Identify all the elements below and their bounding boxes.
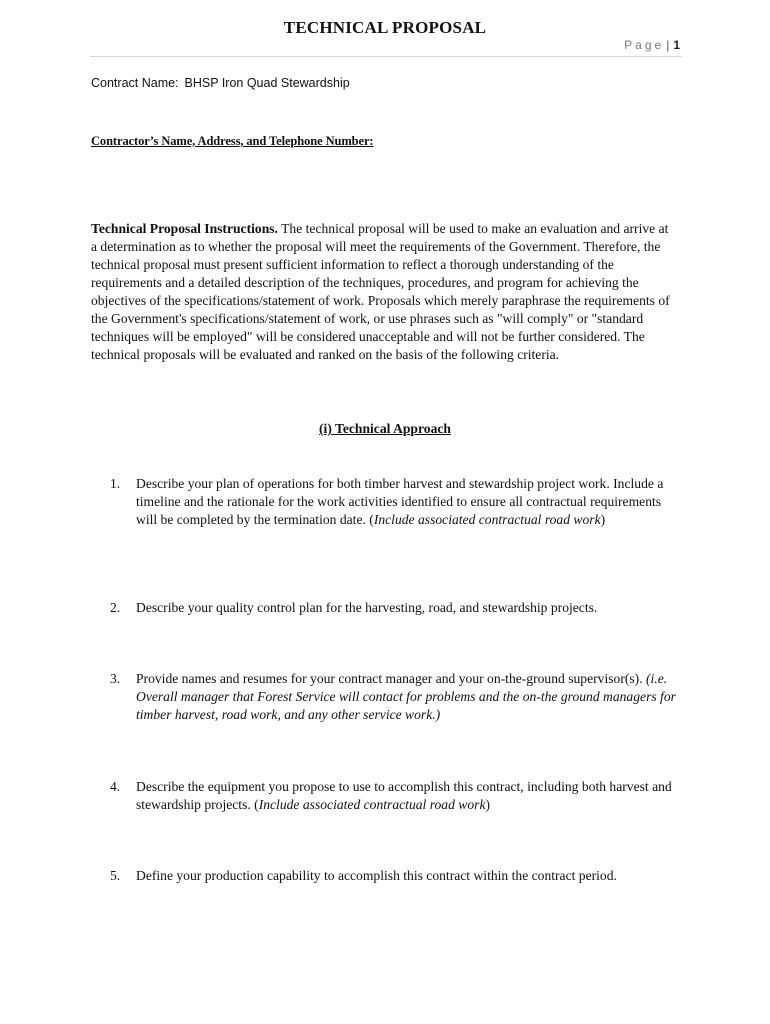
list-item-number: 2. xyxy=(110,600,121,615)
instructions-body: The technical proposal will be used to make an evaluation and arrive at a determination as to whether the proposal will meet the requirements of the Government. Therefore, the technical proposal must present sufficient information to reflect a thorough understanding of the requirements and a detailed description of the techniques, procedures, and program for achieving the objectives of the specifications/statement of work. Proposals which merely paraphrase the requirements of the Government's specifications/statement of work, or use phrases such as "will comply" or "standard techniques will be employed" will be considered unacceptable and will not be further considered. The technical proposals will be evaluated and ranked on the basis of the following criteria. xyxy=(91,221,670,362)
section-heading-technical-approach: (i) Technical Approach xyxy=(319,421,451,436)
contract-name-line xyxy=(91,76,350,90)
list-item-text: Define your production capability to accomplish this contract within the contract period. xyxy=(136,868,617,883)
list-item-text: Describe your plan of operations for both timber harvest and stewardship project work. Include a timeline and the rationale for the work activities identified to ensure all contractual requirements will be completed by the termination date. (Include associated contractual road work) xyxy=(136,476,664,527)
list-item xyxy=(110,867,685,885)
instructions-paragraph xyxy=(91,220,671,364)
list-item xyxy=(110,475,685,529)
instructions-lead: Technical Proposal Instructions. xyxy=(91,221,278,236)
header-divider xyxy=(90,56,682,57)
list-item-text: Provide names and resumes for your contract manager and your on-the-ground supervisor(s). (i.e. Overall manager that Forest Service will contact for problems and the on-the ground managers for timber harvest, road work, and any other service work.) xyxy=(136,671,676,722)
contractor-info-heading: Contractor’s Name, Address, and Telephone Number: xyxy=(91,134,374,148)
page-label: Page xyxy=(624,38,665,52)
list-item-text: Describe the equipment you propose to use to accomplish this contract, including both harvest and stewardship projects. (Include associated contractual road work) xyxy=(136,779,672,812)
page-number-indicator xyxy=(624,38,680,52)
list-item-number: 3. xyxy=(110,671,121,686)
list-item xyxy=(110,599,685,617)
list-item xyxy=(110,778,685,814)
list-item-number: 5. xyxy=(110,868,121,883)
list-item-number: 4. xyxy=(110,779,121,794)
list-item-text: Describe your quality control plan for the harvesting, road, and stewardship projects. xyxy=(136,600,598,615)
list-item-number: 1. xyxy=(110,476,121,491)
contract-name-value: BHSP Iron Quad Stewardship xyxy=(184,76,350,90)
page-separator: | xyxy=(666,38,670,52)
page-number: 1 xyxy=(673,38,680,52)
list-item xyxy=(110,670,685,724)
page-title: TECHNICAL PROPOSAL xyxy=(283,18,487,37)
contract-name-label: Contract Name: xyxy=(91,76,179,90)
